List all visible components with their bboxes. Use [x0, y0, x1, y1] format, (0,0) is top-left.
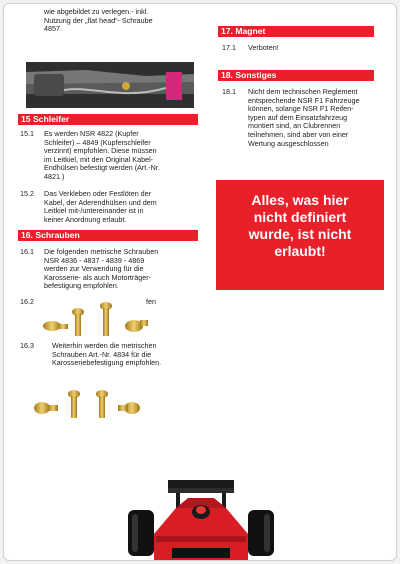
- item-text-15-2: [44, 190, 194, 224]
- text-line: Die folgenden metrische Schrauben: [44, 247, 159, 256]
- text-line: Es werden NSR 4822 (Kupfer: [44, 129, 139, 138]
- item-number: 15.1: [20, 129, 34, 138]
- text-line: Schleifer) – 4849 (Kupferschleifer: [44, 137, 151, 147]
- text-line: montiert sind, an Clubrennen: [248, 121, 341, 131]
- rules-page: [3, 3, 397, 561]
- text-line: werden zur Verwendung für die: [44, 264, 144, 274]
- text-line: Schrauben Art.-Nr. 4834 für die: [52, 349, 152, 359]
- text-line: 4821.): [44, 171, 65, 181]
- text-line: Karosserie- als auch Motorträger-: [44, 272, 152, 282]
- callout-line: nicht definiert: [253, 209, 347, 225]
- item-number: 17.1: [222, 43, 236, 52]
- item-text-16-2: fen: [146, 297, 156, 306]
- item-number: 16.2: [20, 297, 34, 306]
- text-line: können, solange NSR F1 Reifen-: [248, 104, 354, 114]
- item-text-16-3: [52, 342, 202, 368]
- section-heading-15: 15 Schleifer: [18, 114, 198, 125]
- text-line: Leitkiel mit-/untereinander ist in: [44, 206, 144, 216]
- section-heading-17: 17. Magnet: [218, 26, 374, 37]
- item-number: 16.3: [20, 341, 34, 350]
- text-line: 4857.: [44, 24, 62, 34]
- item-text-18-1: [248, 88, 382, 148]
- chassis-photo: [26, 62, 194, 108]
- item-text-15-1: [44, 130, 194, 182]
- text-line: NSR 4836 - 4837 - 4839 - 4869: [44, 255, 145, 265]
- text-line: Nicht dem technischen Reglement: [248, 87, 358, 96]
- screws-image-2: [32, 386, 144, 422]
- text-line: Wertung ausgeschlossen: [248, 138, 329, 148]
- item-text-17-1: Verboten!: [248, 43, 279, 52]
- text-line: befestigung empfohlen.: [44, 281, 119, 291]
- item-number: 15.2: [20, 189, 34, 198]
- callout-line: wurde, ist nicht: [248, 226, 352, 242]
- text-line: typen auf dem Einsatzfahrzeug: [248, 112, 348, 122]
- text-line: entsprechende NSR F1 Fahrzeuge: [248, 95, 360, 105]
- text-line: Nutzung der „flat head“- Schraube: [44, 15, 153, 25]
- screws-image-1: [40, 296, 152, 342]
- text-line: im Leitkiel, mit den Original Kabel-: [44, 154, 154, 164]
- text-line: Karosseriebefestigung empfohlen.: [52, 358, 162, 368]
- callout-line: erlaubt!: [274, 243, 326, 259]
- item-number: 16.1: [20, 247, 34, 256]
- section-heading-16: 16. Schrauben: [18, 230, 198, 241]
- intro-text: [44, 8, 194, 34]
- item-number: 18.1: [222, 87, 236, 96]
- text-line: Das Verkleben oder Festlöten der: [44, 189, 152, 198]
- f1-car-image: [116, 474, 286, 561]
- text-line: verzinnt) empfohlen. Diese müssen: [44, 146, 157, 156]
- item-text-16-1: [44, 248, 194, 291]
- text-line: Weiterhin werden die metrischen: [52, 341, 157, 350]
- not-allowed-callout: [216, 180, 384, 290]
- text-line: Kabel, der Aderendhülsen und dem: [44, 197, 157, 207]
- text-line: teilnehmen, sind aber von einer: [248, 129, 349, 139]
- text-line: Endhülsen befestigt werden (Art.-Nr.: [44, 163, 160, 173]
- text-line: keiner Anordnung erlaubt.: [44, 214, 127, 224]
- text-line: wie abgebildet zu verlegen.- inkl.: [44, 7, 149, 16]
- section-heading-18: 18. Sonstiges: [218, 70, 374, 81]
- callout-line: Alles, was hier: [251, 192, 349, 208]
